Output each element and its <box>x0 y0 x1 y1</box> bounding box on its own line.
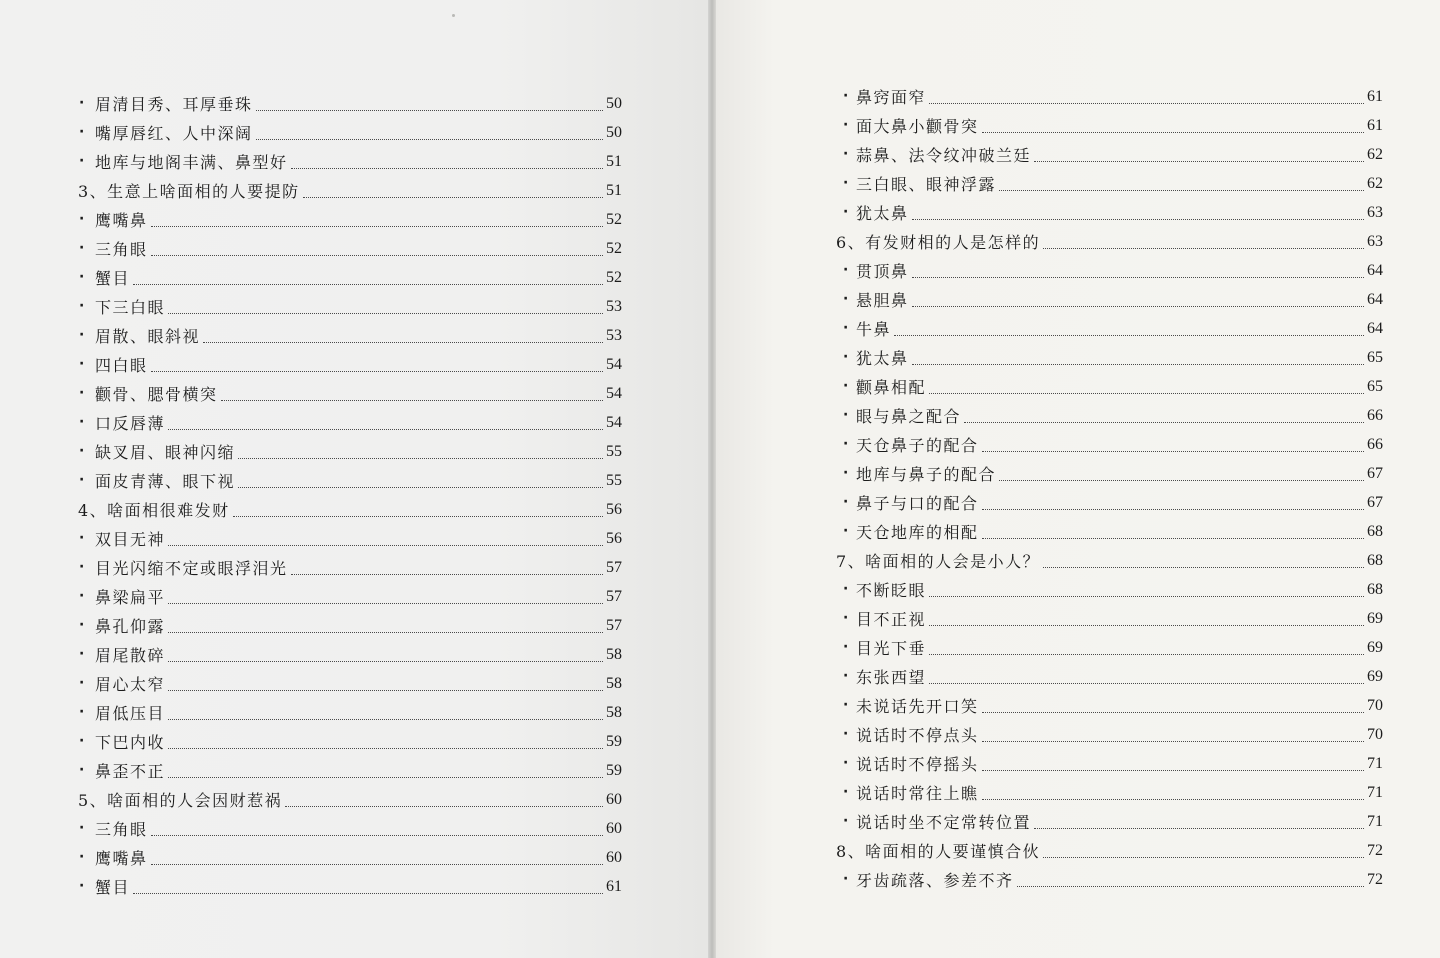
book-gutter <box>708 0 716 958</box>
bullet-dot: · <box>79 849 86 865</box>
toc-entry-title: 目不正视 <box>856 610 927 629</box>
dot-leader <box>929 393 1364 394</box>
bullet-dot: · <box>79 385 86 401</box>
toc-page-number: 69 <box>1367 609 1383 627</box>
dot-leader <box>982 712 1364 713</box>
toc-page-number: 70 <box>1367 725 1383 743</box>
dot-leader <box>929 654 1364 655</box>
toc-entry[interactable] <box>0 205 708 234</box>
toc-page-number: 58 <box>606 645 622 663</box>
dot-leader <box>982 509 1364 510</box>
toc-entry[interactable] <box>0 408 708 437</box>
dot-leader <box>151 255 603 256</box>
toc-entry-title: 缺叉眉、眼神闪缩 <box>95 443 236 462</box>
toc-list-right <box>716 82 1440 894</box>
dot-leader <box>982 770 1364 771</box>
toc-page-number: 69 <box>1367 638 1383 656</box>
toc-page-number: 65 <box>1367 377 1383 395</box>
toc-section-heading[interactable] <box>716 227 1440 256</box>
toc-entry[interactable] <box>716 749 1440 778</box>
bullet-dot: · <box>843 523 850 539</box>
toc-page-number: 63 <box>1367 203 1383 221</box>
dot-leader <box>912 219 1364 220</box>
dot-leader <box>168 690 603 691</box>
toc-entry[interactable] <box>716 169 1440 198</box>
toc-entry-title: 天仓地库的相配 <box>856 523 979 542</box>
toc-entry-title: 牙齿疏落、参差不齐 <box>856 871 1014 890</box>
bullet-dot: · <box>843 117 850 133</box>
dot-leader <box>256 110 603 111</box>
toc-page-number: 57 <box>606 558 622 576</box>
toc-section-heading[interactable] <box>716 836 1440 865</box>
dot-leader <box>1043 248 1364 249</box>
toc-page-number: 57 <box>606 616 622 634</box>
toc-page-number: 58 <box>606 703 622 721</box>
dot-leader <box>168 603 603 604</box>
toc-page-number: 60 <box>606 819 622 837</box>
bullet-dot: · <box>79 298 86 314</box>
bullet-dot: · <box>843 349 850 365</box>
toc-entry[interactable] <box>0 727 708 756</box>
toc-entry-title: 双目无神 <box>95 530 166 549</box>
dot-leader <box>912 364 1364 365</box>
toc-entry[interactable] <box>716 285 1440 314</box>
dot-leader <box>133 284 603 285</box>
toc-entry-title: 犹太鼻 <box>856 349 909 368</box>
dot-leader <box>912 277 1364 278</box>
dot-leader <box>256 139 603 140</box>
toc-page-number: 62 <box>1367 145 1383 163</box>
toc-entry-title: 鹰嘴鼻 <box>95 849 148 868</box>
dot-leader <box>929 596 1364 597</box>
toc-page-number: 52 <box>606 268 622 286</box>
dot-leader <box>894 335 1364 336</box>
toc-entry[interactable] <box>0 234 708 263</box>
toc-entry-title: 下三白眼 <box>95 298 166 317</box>
bullet-dot: · <box>79 588 86 604</box>
toc-page-number: 62 <box>1367 174 1383 192</box>
bullet-dot: · <box>843 494 850 510</box>
toc-entry[interactable] <box>716 778 1440 807</box>
bullet-dot: · <box>843 610 850 626</box>
toc-entry[interactable] <box>716 488 1440 517</box>
toc-entry-title: 蟹目 <box>95 878 131 897</box>
bullet-dot: · <box>843 465 850 481</box>
bullet-dot: · <box>79 327 86 343</box>
dot-leader <box>168 545 603 546</box>
toc-entry[interactable] <box>0 321 708 350</box>
dot-leader <box>982 451 1364 452</box>
toc-entry-title: 面皮青薄、眼下视 <box>95 472 236 491</box>
right-page <box>716 0 1440 958</box>
toc-page-number: 57 <box>606 587 622 605</box>
dot-leader <box>912 306 1364 307</box>
bullet-dot: · <box>79 443 86 459</box>
toc-page-number: 67 <box>1367 493 1383 511</box>
bullet-dot: · <box>79 559 86 575</box>
toc-entry-title: 四白眼 <box>95 356 148 375</box>
toc-page-number: 68 <box>1367 551 1383 569</box>
toc-page-number: 56 <box>606 500 622 518</box>
page-smudge <box>452 14 455 17</box>
toc-page-number: 55 <box>606 442 622 460</box>
toc-entry-title: 蒜鼻、法令纹冲破兰廷 <box>856 146 1032 165</box>
dot-leader <box>168 661 603 662</box>
bullet-dot: · <box>843 813 850 829</box>
toc-entry[interactable] <box>716 691 1440 720</box>
toc-page-number: 58 <box>606 674 622 692</box>
toc-section-heading[interactable] <box>0 785 708 814</box>
toc-entry[interactable] <box>0 872 708 901</box>
toc-entry-title: 地库与地阁丰满、鼻型好 <box>95 153 288 172</box>
bullet-dot: · <box>79 646 86 662</box>
toc-entry-title: 三角眼 <box>95 820 148 839</box>
toc-page-number: 54 <box>606 355 622 373</box>
toc-page-number: 65 <box>1367 348 1383 366</box>
toc-entry[interactable] <box>716 430 1440 459</box>
toc-entry[interactable] <box>0 466 708 495</box>
toc-page-number: 64 <box>1367 261 1383 279</box>
toc-entry-title: 目光下垂 <box>856 639 927 658</box>
toc-page-number: 52 <box>606 239 622 257</box>
toc-page-number: 64 <box>1367 319 1383 337</box>
dot-leader <box>1034 161 1364 162</box>
toc-entry[interactable] <box>716 198 1440 227</box>
toc-page-number: 60 <box>606 790 622 808</box>
toc-section-heading[interactable] <box>716 546 1440 575</box>
toc-entry-title: 贯顶鼻 <box>856 262 909 281</box>
toc-section-heading[interactable] <box>0 495 708 524</box>
toc-entry[interactable] <box>0 524 708 553</box>
toc-page-number: 50 <box>606 123 622 141</box>
toc-entry[interactable] <box>0 582 708 611</box>
toc-entry[interactable] <box>0 669 708 698</box>
toc-entry-title: 犹太鼻 <box>856 204 909 223</box>
toc-entry[interactable] <box>716 401 1440 430</box>
toc-entry[interactable] <box>716 720 1440 749</box>
bullet-dot: · <box>843 407 850 423</box>
toc-entry-title: 8、啥面相的人要谨慎合伙 <box>836 842 1041 861</box>
dot-leader <box>964 422 1364 423</box>
toc-entry[interactable] <box>0 292 708 321</box>
toc-entry-title: 下巴内收 <box>95 733 166 752</box>
bullet-dot: · <box>79 356 86 372</box>
toc-page-number: 69 <box>1367 667 1383 685</box>
bullet-dot: · <box>843 320 850 336</box>
toc-page-number: 55 <box>606 471 622 489</box>
dot-leader <box>982 538 1364 539</box>
dot-leader <box>168 748 603 749</box>
toc-entry[interactable] <box>0 640 708 669</box>
left-page <box>0 0 708 958</box>
toc-entry[interactable] <box>716 575 1440 604</box>
bullet-dot: · <box>79 878 86 894</box>
dot-leader <box>203 342 603 343</box>
toc-page-number: 52 <box>606 210 622 228</box>
toc-entry-title: 眼与鼻之配合 <box>856 407 962 426</box>
toc-entry[interactable] <box>0 814 708 843</box>
toc-entry[interactable] <box>0 553 708 582</box>
dot-leader <box>168 777 603 778</box>
dot-leader <box>1043 567 1364 568</box>
toc-page-number: 71 <box>1367 812 1383 830</box>
bullet-dot: · <box>79 414 86 430</box>
toc-entry-title: 颧鼻相配 <box>856 378 927 397</box>
dot-leader <box>151 864 603 865</box>
dot-leader <box>982 799 1364 800</box>
toc-entry[interactable] <box>716 662 1440 691</box>
bullet-dot: · <box>79 530 86 546</box>
toc-entry[interactable] <box>716 865 1440 894</box>
bullet-dot: · <box>79 472 86 488</box>
toc-entry-title: 6、有发财相的人是怎样的 <box>836 233 1041 252</box>
toc-page-number: 72 <box>1367 841 1383 859</box>
bullet-dot: · <box>79 153 86 169</box>
toc-entry[interactable] <box>0 118 708 147</box>
toc-entry-title: 东张西望 <box>856 668 927 687</box>
toc-entry-title: 眉心太窄 <box>95 675 166 694</box>
toc-page-number: 56 <box>606 529 622 547</box>
toc-entry-title: 面大鼻小颧骨突 <box>856 117 979 136</box>
dot-leader <box>285 806 603 807</box>
dot-leader <box>1034 828 1364 829</box>
toc-entry-title: 三白眼、眼神浮露 <box>856 175 997 194</box>
toc-page-number: 67 <box>1367 464 1383 482</box>
bullet-dot: · <box>843 378 850 394</box>
toc-page-number: 66 <box>1367 406 1383 424</box>
toc-entry-title: 地库与鼻子的配合 <box>856 465 997 484</box>
toc-entry[interactable] <box>716 807 1440 836</box>
toc-page-number: 59 <box>606 732 622 750</box>
dot-leader <box>238 487 603 488</box>
toc-entry[interactable] <box>716 111 1440 140</box>
toc-entry[interactable] <box>0 843 708 872</box>
toc-page-number: 72 <box>1367 870 1383 888</box>
toc-page-number: 68 <box>1367 522 1383 540</box>
toc-page-number: 50 <box>606 94 622 112</box>
toc-page-number: 71 <box>1367 783 1383 801</box>
toc-entry[interactable] <box>716 517 1440 546</box>
toc-page-number: 59 <box>606 761 622 779</box>
toc-entry[interactable] <box>0 89 708 118</box>
toc-entry-title: 嘴厚唇红、人中深阔 <box>95 124 253 143</box>
bullet-dot: · <box>79 95 86 111</box>
toc-entry-title: 颧骨、腮骨横突 <box>95 385 218 404</box>
toc-entry-title: 牛鼻 <box>856 320 892 339</box>
toc-entry-title: 3、生意上啥面相的人要提防 <box>78 182 300 201</box>
toc-entry-title: 鹰嘴鼻 <box>95 211 148 230</box>
bullet-dot: · <box>79 124 86 140</box>
toc-page-number: 53 <box>606 326 622 344</box>
toc-page-number: 61 <box>606 877 622 895</box>
toc-entry-title: 5、啥面相的人会因财惹祸 <box>78 791 283 810</box>
dot-leader <box>168 429 603 430</box>
bullet-dot: · <box>843 581 850 597</box>
toc-entry[interactable] <box>716 140 1440 169</box>
toc-entry-title: 未说话先开口笑 <box>856 697 979 716</box>
toc-entry-title: 目光闪缩不定或眼浮泪光 <box>95 559 288 578</box>
bullet-dot: · <box>843 871 850 887</box>
toc-page-number: 54 <box>606 384 622 402</box>
toc-entry-title: 眉清目秀、耳厚垂珠 <box>95 95 253 114</box>
dot-leader <box>233 516 603 517</box>
dot-leader <box>151 226 603 227</box>
toc-entry-title: 4、啥面相很难发财 <box>78 501 230 520</box>
bullet-dot: · <box>843 668 850 684</box>
toc-entry[interactable] <box>716 343 1440 372</box>
dot-leader <box>999 190 1364 191</box>
dot-leader <box>291 168 603 169</box>
bullet-dot: · <box>79 675 86 691</box>
dot-leader <box>982 132 1364 133</box>
toc-entry[interactable] <box>0 263 708 292</box>
toc-page-number: 61 <box>1367 87 1383 105</box>
bullet-dot: · <box>79 211 86 227</box>
toc-entry-title: 眉尾散碎 <box>95 646 166 665</box>
toc-entry[interactable] <box>0 379 708 408</box>
toc-page-number: 64 <box>1367 290 1383 308</box>
dot-leader <box>303 197 603 198</box>
toc-entry[interactable] <box>0 611 708 640</box>
toc-entry-title: 7、啥面相的人会是小人？ <box>836 552 1041 571</box>
bullet-dot: · <box>843 784 850 800</box>
bullet-dot: · <box>79 269 86 285</box>
toc-entry-title: 不断眨眼 <box>856 581 927 600</box>
bullet-dot: · <box>79 820 86 836</box>
dot-leader <box>929 103 1364 104</box>
bullet-dot: · <box>79 240 86 256</box>
toc-entry[interactable] <box>0 698 708 727</box>
toc-entry[interactable] <box>716 604 1440 633</box>
dot-leader <box>1043 857 1364 858</box>
toc-entry[interactable] <box>0 756 708 785</box>
bullet-dot: · <box>843 204 850 220</box>
toc-entry-title: 鼻孔仰露 <box>95 617 166 636</box>
dot-leader <box>168 719 603 720</box>
toc-page-number: 51 <box>606 181 622 199</box>
toc-entry-title: 口反唇薄 <box>95 414 166 433</box>
toc-entry[interactable] <box>716 633 1440 662</box>
bullet-dot: · <box>843 755 850 771</box>
bullet-dot: · <box>843 726 850 742</box>
toc-entry[interactable] <box>0 350 708 379</box>
toc-page-number: 71 <box>1367 754 1383 772</box>
dot-leader <box>151 371 603 372</box>
dot-leader <box>168 632 603 633</box>
toc-entry[interactable] <box>716 372 1440 401</box>
toc-entry-title: 眉散、眼斜视 <box>95 327 201 346</box>
bullet-dot: · <box>843 262 850 278</box>
bullet-dot: · <box>843 436 850 452</box>
dot-leader <box>982 741 1364 742</box>
toc-page-number: 68 <box>1367 580 1383 598</box>
toc-entry-title: 说话时不停摇头 <box>856 755 979 774</box>
toc-page-number: 54 <box>606 413 622 431</box>
toc-entry-title: 鼻梁扁平 <box>95 588 166 607</box>
toc-entry-title: 说话时坐不定常转位置 <box>856 813 1032 832</box>
toc-page-number: 63 <box>1367 232 1383 250</box>
dot-leader <box>929 625 1364 626</box>
dot-leader <box>133 893 603 894</box>
bullet-dot: · <box>843 146 850 162</box>
toc-page-number: 61 <box>1367 116 1383 134</box>
toc-entry[interactable] <box>716 314 1440 343</box>
toc-entry-title: 鼻歪不正 <box>95 762 166 781</box>
bullet-dot: · <box>79 733 86 749</box>
bullet-dot: · <box>79 762 86 778</box>
toc-page-number: 70 <box>1367 696 1383 714</box>
dot-leader <box>1017 886 1364 887</box>
toc-entry[interactable] <box>716 82 1440 111</box>
toc-entry-title: 鼻子与口的配合 <box>856 494 979 513</box>
bullet-dot: · <box>79 617 86 633</box>
bullet-dot: · <box>79 704 86 720</box>
toc-entry[interactable] <box>716 256 1440 285</box>
bullet-dot: · <box>843 639 850 655</box>
bullet-dot: · <box>843 175 850 191</box>
toc-entry-title: 天仓鼻子的配合 <box>856 436 979 455</box>
toc-entry-title: 悬胆鼻 <box>856 291 909 310</box>
bullet-dot: · <box>843 697 850 713</box>
toc-page-number: 60 <box>606 848 622 866</box>
bullet-dot: · <box>843 88 850 104</box>
bullet-dot: · <box>843 291 850 307</box>
dot-leader <box>291 574 603 575</box>
toc-entry-title: 说话时常往上瞧 <box>856 784 979 803</box>
toc-entry[interactable] <box>716 459 1440 488</box>
dot-leader <box>238 458 603 459</box>
dot-leader <box>151 835 603 836</box>
dot-leader <box>221 400 603 401</box>
toc-entry-title: 眉低压目 <box>95 704 166 723</box>
toc-entry-title: 鼻窍面窄 <box>856 88 927 107</box>
toc-entry[interactable] <box>0 437 708 466</box>
toc-entry-title: 三角眼 <box>95 240 148 259</box>
toc-section-heading[interactable] <box>0 176 708 205</box>
dot-leader <box>999 480 1364 481</box>
toc-page-number: 66 <box>1367 435 1383 453</box>
toc-entry-title: 蟹目 <box>95 269 131 288</box>
toc-page-number: 51 <box>606 152 622 170</box>
dot-leader <box>929 683 1364 684</box>
toc-entry[interactable] <box>0 147 708 176</box>
toc-page-number: 53 <box>606 297 622 315</box>
dot-leader <box>168 313 603 314</box>
toc-list-left <box>0 89 708 901</box>
toc-entry-title: 说话时不停点头 <box>856 726 979 745</box>
